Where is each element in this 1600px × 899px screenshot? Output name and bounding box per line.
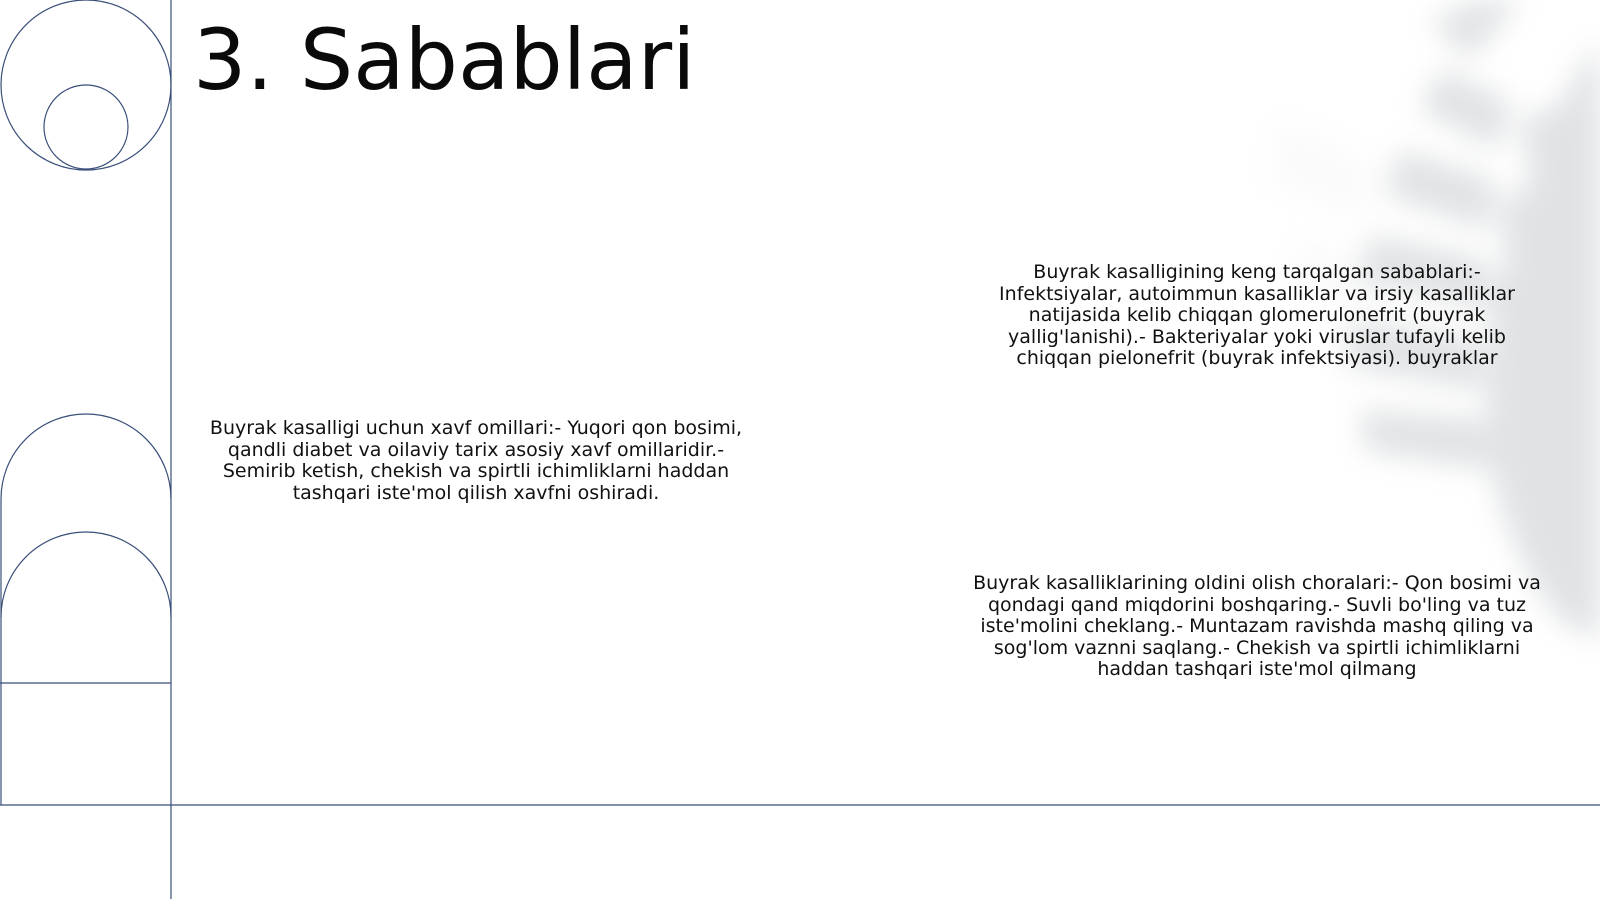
risk-factors-text: Buyrak kasalligi uchun xavf omillari:- Yuqori qon bosimi, qandli diabet va oilaviy tarix asosiy xavf omillaridir.- Semirib ketish, chekish va spirtli ichimliklarni haddan tashqari iste'mol qilish xavfni oshiradi.	[209, 417, 743, 504]
prevention-text: Buyrak kasalliklarining oldini olish choralari:- Qon bosimi va qondagi qand miqdorini boshqaring.- Suvli bo'ling va tuz iste'molini cheklang.- Muntazam ravishda mashq qiling va sog'lom vaznni saqlang.- Chekish va spirtli ichimliklarni haddan tashqari iste'mol qilmang	[973, 572, 1541, 680]
common-causes-text: Buyrak kasalligining keng tarqalgan sabablari:- Infektsiyalar, autoimmun kasalliklar va irsiy kasalliklar natijasida kelib chiqqan glomerulonefrit (buyrak yallig'lanishi).- Bakteriyalar yoki viruslar tufayli kelib chiqqan pielonefrit (buyrak infektsiyasi). buyraklar	[999, 261, 1515, 369]
slide-title: 3. Sabablari	[193, 11, 696, 109]
